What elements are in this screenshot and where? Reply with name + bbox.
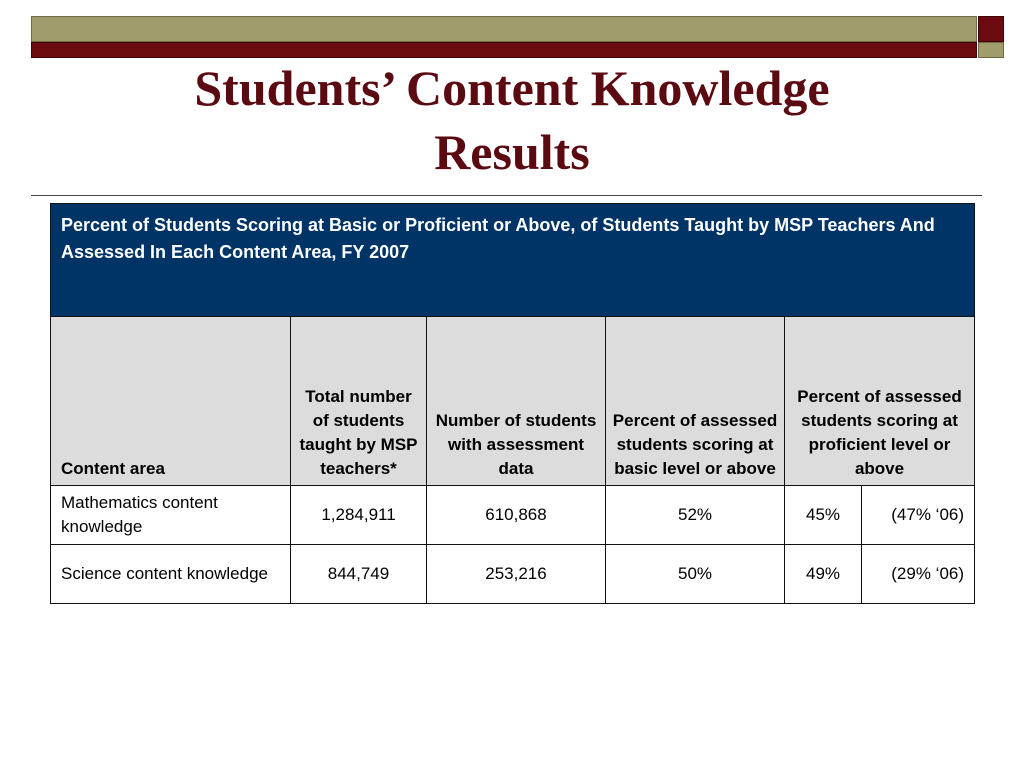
row-pct-proficient: 49%	[785, 545, 862, 604]
title-divider	[31, 195, 982, 196]
row-students-with-data: 610,868	[427, 486, 606, 545]
slide-title	[0, 56, 1024, 184]
table-row	[51, 486, 975, 545]
decor-square-maroon	[978, 16, 1004, 42]
row-content-area: Mathematics content knowledge	[51, 486, 291, 545]
header-total-students: Total number of students taught by MSP teachers*	[291, 317, 427, 486]
row-pct-basic: 50%	[606, 545, 785, 604]
row-pct-proficient: 45%	[785, 486, 862, 545]
title-line-1: Students’ Content Knowledge	[194, 60, 830, 116]
table-caption-row	[51, 204, 975, 317]
row-total-students: 844,749	[291, 545, 427, 604]
row-content-area: Science content knowledge	[51, 545, 291, 604]
row-prior-year: (29% ‘06)	[862, 545, 975, 604]
row-total-students: 1,284,911	[291, 486, 427, 545]
row-students-with-data: 253,216	[427, 545, 606, 604]
header-content-area: Content area	[51, 317, 291, 486]
decor-bar-olive	[31, 16, 977, 42]
table-row	[51, 545, 975, 604]
header-students-with-data: Number of students with assessment data	[427, 317, 606, 486]
header-pct-basic: Percent of assessed students scoring at basic level or above	[606, 317, 785, 486]
header-pct-proficient: Percent of assessed students scoring at proficient level or above	[785, 317, 975, 486]
table-caption: Percent of Students Scoring at Basic or Proficient or Above, of Students Taught by MSP Teachers And Assessed In Each Content Area, FY 2007	[51, 204, 975, 317]
table-header-row	[51, 317, 975, 486]
results-table	[50, 203, 975, 604]
title-line-2: Results	[434, 124, 590, 180]
row-prior-year: (47% ‘06)	[862, 486, 975, 545]
row-pct-basic: 52%	[606, 486, 785, 545]
